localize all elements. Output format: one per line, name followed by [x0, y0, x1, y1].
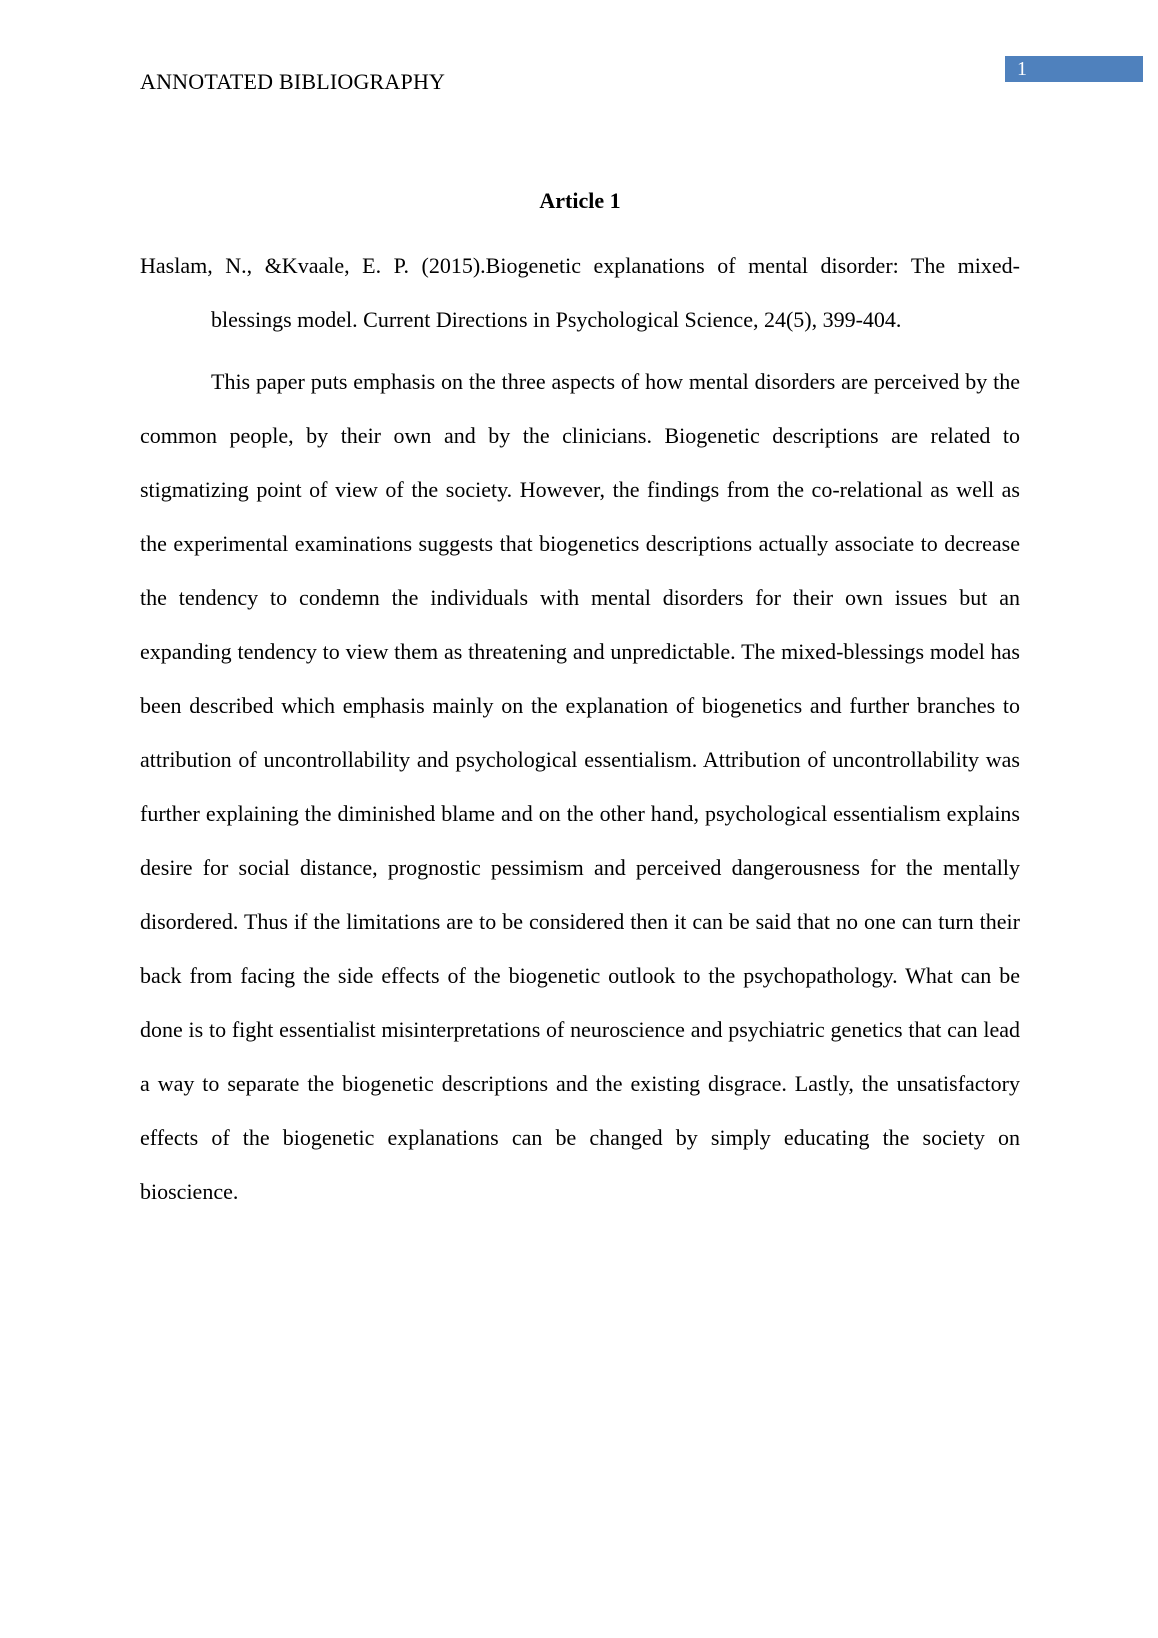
reference-citation: Haslam, N., &Kvaale, E. P. (2015).Biogenetic explanations of mental disorder: The mixed-blessings model. Current Directions in Psychological Science, 24(5), 399-404. [140, 253, 1020, 332]
article-title: Article 1 [539, 188, 621, 213]
annotation-paragraph: This paper puts emphasis on the three aspects of how mental disorders are perceived by the common people, by their own and by the clinicians. Biogenetic descriptions are related to stigmatizing point of view of the society. However, the findings from the co-relational as well as the experimental examinations suggests that biogenetics descriptions actually associate to decrease the tendency to condemn the individuals with mental disorders for their own issues but an expanding tendency to view them as threatening and unpredictable. The mixed-blessings model has been described which emphasis mainly on the explanation of biogenetics and further branches to attribution of uncontrollability and psychological essentialism. Attribution of uncontrollability was further explaining the diminished blame and on the other hand, psychological essentialism explains desire for social distance, prognostic pessimism and perceived dangerousness for the mentally disordered. Thus if the limitations are to be considered then it can be said that no one can turn their back from facing the side effects of the biogenetic outlook to the psychopathology. What can be done is to fight essentialist misinterpretations of neuroscience and psychiatric genetics that can lead a way to separate the biogenetic descriptions and the existing disgrace. Lastly, the unsatisfactory effects of the biogenetic explanations can be changed by simply educating the society on bioscience. [140, 369, 1020, 1204]
page-number: 1 [1017, 58, 1027, 80]
page-number-box [1005, 56, 1143, 82]
running-head: ANNOTATED BIBLIOGRAPHY [140, 69, 446, 94]
